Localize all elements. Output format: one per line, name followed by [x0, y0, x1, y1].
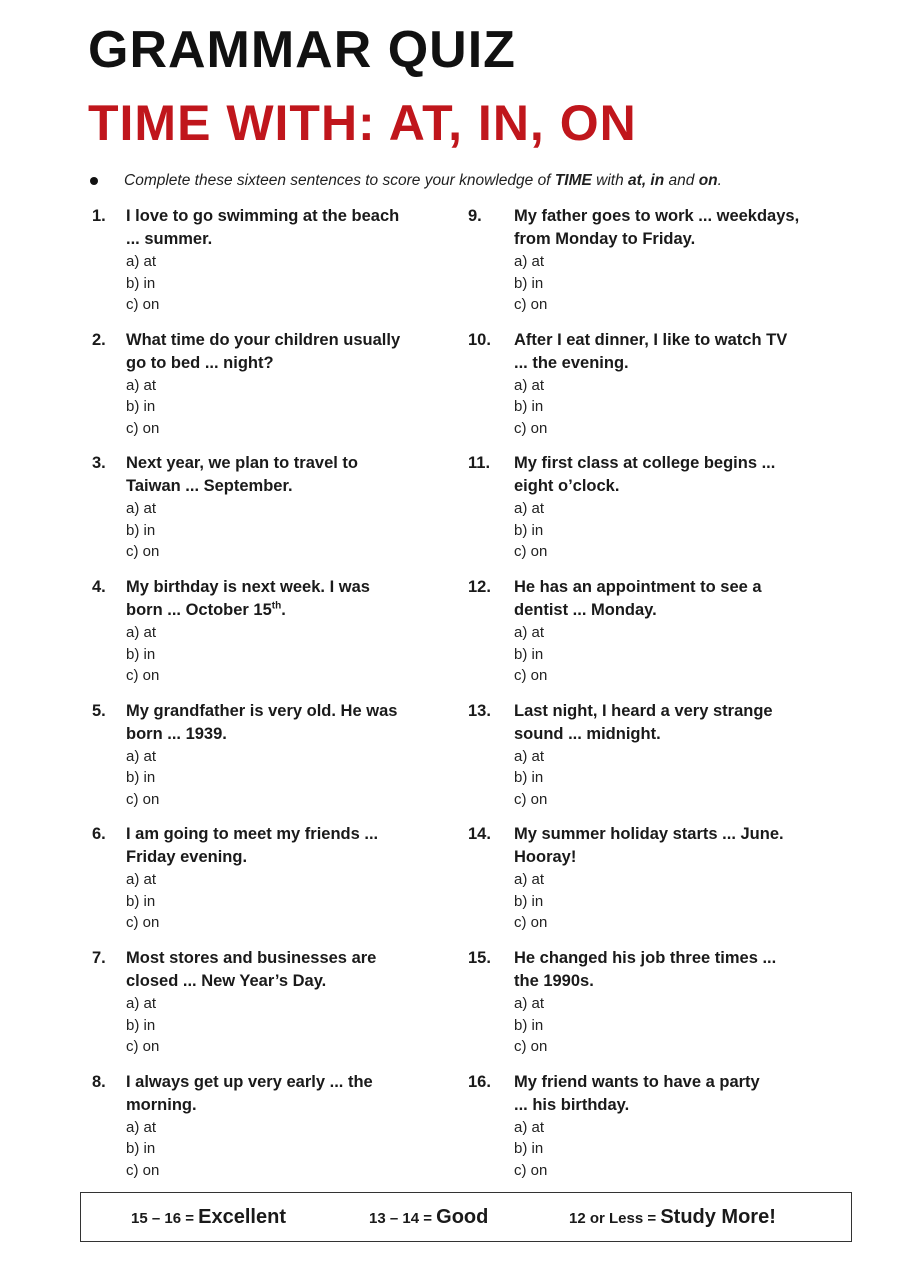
question-item — [92, 700, 464, 824]
question-line: He has an appointment to see a — [514, 578, 762, 597]
question-item — [468, 823, 840, 947]
score-good: 13 – 14 = Good — [369, 1206, 489, 1228]
answer-option[interactable]: a) at — [514, 500, 545, 518]
question-item — [92, 205, 464, 329]
question-text — [514, 1071, 760, 1117]
question-item — [92, 1071, 464, 1195]
question-text — [126, 329, 400, 375]
answer-option[interactable]: a) at — [514, 871, 545, 889]
question-number: 13. — [468, 701, 491, 720]
answer-option[interactable]: b) in — [126, 274, 156, 292]
instruction-line — [88, 172, 868, 190]
answer-option[interactable]: c) on — [126, 667, 160, 685]
answer-options — [514, 746, 840, 811]
answer-option[interactable]: c) on — [514, 1038, 548, 1056]
answer-option[interactable]: a) at — [126, 253, 157, 270]
answer-option[interactable]: a) at — [514, 624, 545, 642]
question-line: He changed his job three times ... — [514, 949, 777, 968]
question-number: 8. — [92, 1072, 106, 1091]
quiz-title: GRAMMAR QUIZ — [88, 21, 516, 79]
answer-options — [514, 498, 840, 563]
question-line: born ... October 15th. — [126, 600, 286, 620]
answer-options — [514, 993, 840, 1058]
question-line: Friday evening. — [126, 848, 248, 867]
question-text — [514, 700, 773, 746]
question-text — [514, 576, 762, 622]
question-text — [514, 329, 787, 375]
question-line: Taiwan ... September. — [126, 477, 293, 496]
answer-option[interactable]: b) in — [514, 645, 544, 663]
answer-option[interactable]: c) on — [126, 914, 160, 932]
question-item — [468, 452, 840, 576]
answer-options — [126, 746, 464, 811]
question-item — [92, 452, 464, 576]
answer-options — [126, 993, 464, 1058]
questions-left-column — [92, 205, 464, 1195]
answer-option[interactable]: c) on — [514, 790, 548, 808]
answer-option[interactable]: b) in — [514, 521, 544, 539]
answer-option[interactable]: a) at — [514, 995, 545, 1013]
answer-option[interactable]: c) on — [514, 914, 548, 932]
question-item — [468, 205, 840, 329]
question-item — [92, 823, 464, 947]
answer-option[interactable]: c) on — [126, 543, 160, 561]
answer-option[interactable]: b) in — [126, 769, 156, 787]
question-number: 3. — [92, 454, 106, 473]
answer-option[interactable]: b) in — [126, 1140, 156, 1158]
question-number: 6. — [92, 825, 106, 844]
answer-options — [126, 869, 464, 934]
answer-options — [514, 869, 840, 934]
answer-option[interactable]: a) at — [126, 995, 157, 1013]
question-item — [468, 329, 840, 453]
question-number: 10. — [468, 330, 491, 349]
answer-option[interactable]: a) at — [126, 500, 157, 518]
question-item — [468, 1071, 840, 1195]
answer-option[interactable]: c) on — [514, 543, 548, 561]
answer-options — [126, 1117, 464, 1182]
answer-option[interactable]: c) on — [514, 419, 548, 437]
question-line: I am going to meet my friends ... — [126, 825, 379, 844]
question-number: 1. — [92, 207, 106, 225]
question-number: 5. — [92, 701, 106, 720]
instruction-text: Complete these sixteen sentences to score your knowledge of TIME with at, in and on. — [124, 172, 722, 189]
answer-options — [126, 498, 464, 563]
question-line: Hooray! — [514, 848, 577, 867]
bullet-icon — [90, 177, 98, 185]
question-text — [126, 947, 376, 993]
question-text — [126, 1071, 373, 1117]
question-number: 14. — [468, 825, 491, 844]
question-number: 4. — [92, 578, 106, 597]
question-number: 7. — [92, 949, 106, 968]
answer-options — [514, 622, 840, 687]
question-text — [514, 823, 784, 869]
question-line: My father goes to work ... weekdays, — [514, 207, 800, 225]
question-line: born ... 1939. — [126, 724, 227, 743]
question-line: closed ... New Year’s Day. — [126, 972, 327, 991]
question-item — [468, 576, 840, 700]
answer-option[interactable]: b) in — [514, 1016, 544, 1034]
answer-option[interactable]: b) in — [514, 274, 544, 292]
question-number: 11. — [468, 454, 491, 473]
question-line: ... summer. — [126, 230, 213, 248]
question-line: the 1990s. — [514, 972, 594, 991]
question-line: go to bed ... night? — [126, 353, 274, 372]
answer-option[interactable]: a) at — [126, 871, 157, 889]
question-line: My birthday is next week. I was — [126, 578, 370, 597]
answer-option[interactable]: c) on — [514, 296, 548, 313]
question-line: sound ... midnight. — [514, 724, 661, 743]
score-study-more: 12 or Less = Study More! — [569, 1206, 776, 1228]
question-number: 16. — [468, 1072, 491, 1091]
question-number: 12. — [468, 578, 491, 597]
answer-option[interactable]: b) in — [514, 398, 544, 416]
answer-option[interactable]: a) at — [126, 624, 157, 642]
answer-option[interactable]: c) on — [126, 1161, 160, 1179]
question-line: morning. — [126, 1095, 197, 1114]
answer-option[interactable]: b) in — [126, 892, 156, 910]
score-box — [80, 1192, 852, 1242]
answer-option[interactable]: b) in — [126, 1016, 156, 1034]
answer-option[interactable]: b) in — [126, 645, 156, 663]
answer-options — [126, 622, 464, 687]
answer-option[interactable]: c) on — [514, 1161, 548, 1179]
question-number: 9. — [468, 207, 482, 225]
answer-options — [126, 251, 464, 316]
question-line: I always get up very early ... the — [126, 1072, 373, 1091]
answer-option[interactable]: a) at — [514, 1118, 545, 1136]
question-number: 15. — [468, 949, 491, 968]
question-line: from Monday to Friday. — [514, 230, 696, 248]
answer-option[interactable]: a) at — [126, 747, 157, 765]
question-number: 2. — [92, 330, 106, 349]
question-text — [126, 576, 370, 622]
question-text — [126, 452, 358, 498]
question-line: Most stores and businesses are — [126, 949, 377, 968]
answer-option[interactable]: a) at — [514, 747, 545, 765]
question-line: dentist ... Monday. — [514, 601, 657, 620]
answer-option[interactable]: a) at — [514, 376, 545, 394]
answer-option[interactable]: c) on — [126, 1038, 160, 1056]
answer-options — [514, 375, 840, 440]
question-line: My summer holiday starts ... June. — [514, 825, 784, 844]
question-line: My friend wants to have a party — [514, 1072, 760, 1091]
question-text — [514, 452, 775, 498]
question-item — [92, 576, 464, 700]
answer-option[interactable]: c) on — [514, 667, 548, 685]
question-line: After I eat dinner, I like to watch TV — [514, 330, 788, 349]
question-line: ... the evening. — [514, 353, 629, 372]
answer-options — [514, 1117, 840, 1182]
question-line: Last night, I heard a very strange — [514, 701, 773, 720]
score-excellent: 15 – 16 = Excellent — [131, 1206, 286, 1228]
answer-option[interactable]: b) in — [126, 398, 156, 416]
quiz-subtitle: TIME WITH: AT, IN, ON — [88, 95, 637, 151]
question-line: My first class at college begins ... — [514, 454, 776, 473]
question-text — [514, 947, 776, 993]
question-line: eight o’clock. — [514, 477, 620, 496]
answer-option[interactable]: a) at — [514, 253, 545, 270]
question-line: My grandfather is very old. He was — [126, 701, 398, 720]
answer-option[interactable]: c) on — [126, 419, 160, 437]
question-item — [468, 700, 840, 824]
answer-options — [126, 375, 464, 440]
ordinal-suffix: th — [271, 600, 282, 612]
question-line: What time do your children usually — [126, 330, 401, 349]
question-item — [468, 947, 840, 1071]
answer-options — [514, 251, 840, 316]
answer-option[interactable]: b) in — [514, 1140, 544, 1158]
answer-option[interactable]: b) in — [514, 892, 544, 910]
question-text — [126, 823, 378, 869]
answer-option[interactable]: b) in — [514, 769, 544, 787]
question-line: Next year, we plan to travel to — [126, 454, 358, 473]
answer-option[interactable]: c) on — [126, 790, 160, 808]
question-text — [126, 700, 397, 746]
answer-option[interactable]: b) in — [126, 521, 156, 539]
answer-option[interactable]: a) at — [126, 376, 157, 394]
questions-right-column — [468, 205, 840, 1195]
question-item — [92, 947, 464, 1071]
answer-option[interactable]: c) on — [126, 296, 160, 313]
answer-option[interactable]: a) at — [126, 1118, 157, 1136]
question-line: I love to go swimming at the beach — [126, 207, 400, 225]
question-text — [126, 205, 399, 251]
question-item — [92, 329, 464, 453]
question-line: ... his birthday. — [514, 1095, 630, 1114]
question-text — [514, 205, 799, 251]
